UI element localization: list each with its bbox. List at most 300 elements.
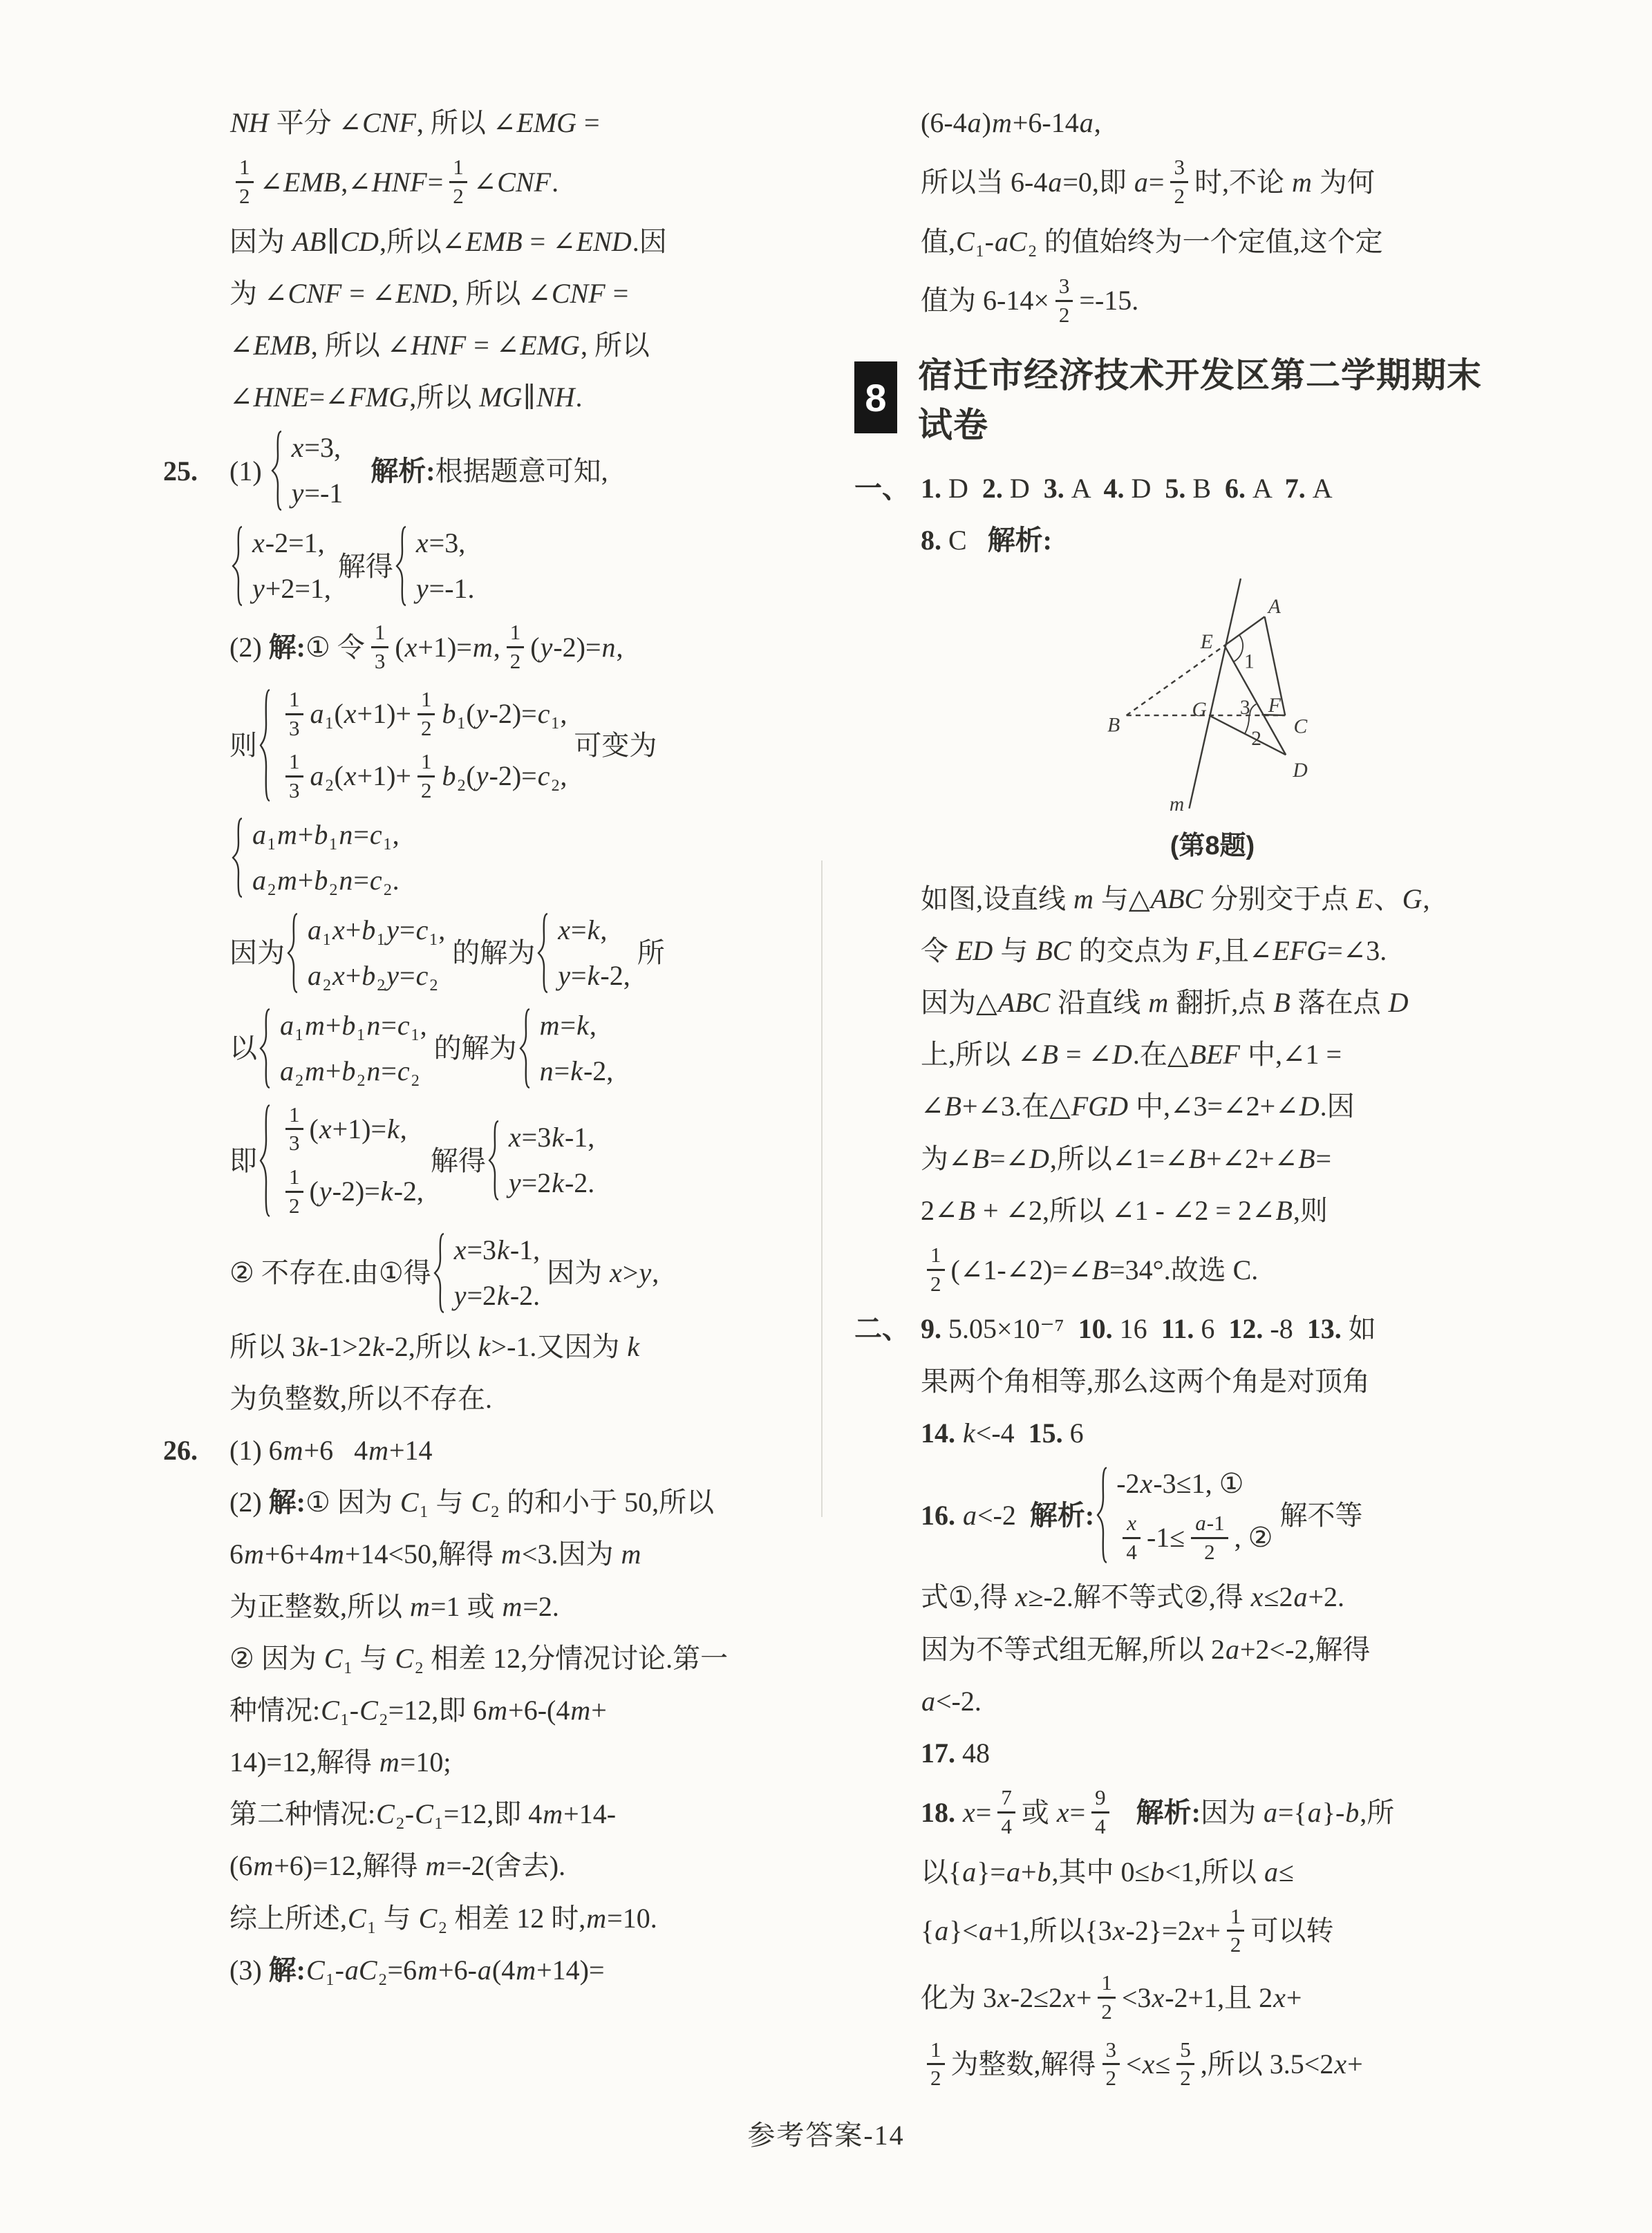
bold-text: 14. <box>921 1417 955 1449</box>
text: 为整数,解得 <box>950 2048 1096 2080</box>
text: C <box>941 525 988 556</box>
text <box>1064 1310 1078 1348</box>
math-text: C₂-C₁=12 <box>376 1798 487 1830</box>
text <box>1015 1414 1029 1452</box>
math-text: x= <box>963 1796 992 1828</box>
math-text: x=3, <box>291 432 341 464</box>
fraction: $\frac{1}{2}$ <box>927 2038 945 2091</box>
text-line <box>163 525 821 607</box>
equation-system <box>487 1120 594 1201</box>
text: 分别交于点 <box>1203 883 1356 914</box>
text: ,解得 <box>309 1746 379 1778</box>
text: 的解为 <box>433 1033 517 1064</box>
equation-system <box>259 688 567 803</box>
math-text: m=2. <box>502 1590 559 1622</box>
text: 的值始终为一个定值,这个定 <box>1037 225 1383 257</box>
text: 解得 <box>337 550 393 582</box>
text: 值, <box>921 225 955 257</box>
system-row <box>539 1008 614 1044</box>
system-row <box>1116 1511 1273 1564</box>
brace-icon <box>270 430 284 511</box>
text: , ② <box>1234 1522 1273 1554</box>
math-text: C₁-aC₂ <box>956 225 1038 257</box>
math-text: m=10. <box>586 1902 657 1934</box>
text: D <box>1124 473 1165 505</box>
math-text: C₂ <box>471 1487 500 1518</box>
text-line <box>854 1191 1512 1229</box>
text: , 所以 <box>451 277 528 309</box>
text: ,所以 <box>1200 2048 1270 2080</box>
math-text: 14)=12 <box>229 1746 310 1778</box>
text-line <box>163 1899 821 1937</box>
text-line <box>163 378 821 416</box>
brace-icon <box>286 912 300 994</box>
math-text: a₂m+b₂n=c₂ <box>280 1055 420 1086</box>
label-D: D <box>1293 759 1308 782</box>
system-row <box>279 750 567 802</box>
math-text: x=3k-1, <box>508 1122 595 1153</box>
text: , 所以 <box>310 330 387 361</box>
item-number: 25. <box>163 455 198 487</box>
label-F: F <box>1268 694 1281 717</box>
text <box>1116 1793 1136 1831</box>
text-line <box>854 1578 1512 1616</box>
text-line <box>163 1328 821 1366</box>
fraction: $\frac{7}{4}$ <box>997 1786 1015 1838</box>
text: B <box>1185 473 1226 505</box>
text: 因为 <box>229 225 292 257</box>
bold-text: 12. <box>1228 1313 1264 1345</box>
math-text: 5.05×10⁻⁷ <box>948 1313 1064 1345</box>
fraction: $\frac{1}{3}$ <box>285 1103 303 1156</box>
system-row <box>279 1053 427 1089</box>
text-line <box>163 912 821 994</box>
bold-text: 8. <box>921 525 941 556</box>
text-line <box>854 983 1512 1021</box>
equation-system <box>231 525 331 607</box>
text: .因为 <box>551 1538 621 1570</box>
text: 化为 <box>921 1981 983 2013</box>
bold-text: 1. <box>921 473 941 505</box>
bold-text: 11. <box>1161 1313 1194 1345</box>
system-row <box>252 571 331 607</box>
system-row <box>539 1053 614 1089</box>
text: ,解得 <box>355 1850 425 1882</box>
math-text: a₂x+b₂y=c₂ <box>308 959 439 991</box>
text-line <box>854 1853 1512 1891</box>
text: 、 <box>1373 883 1402 914</box>
text-line <box>854 104 1512 142</box>
text-line <box>854 2038 1512 2091</box>
bold-text: 解: <box>268 632 306 663</box>
math-text: ∠CNF = <box>527 277 629 309</box>
text: (1) <box>229 455 269 487</box>
math-text: ∠B = ∠D <box>1017 1039 1132 1071</box>
text-line <box>854 1414 1512 1452</box>
text: 时,不论 <box>1194 166 1291 198</box>
math-text: ∠3=∠2+∠D <box>1170 1091 1320 1122</box>
math-text: =-15. <box>1079 285 1139 317</box>
math-text: 3x-2≤2x+ <box>983 1981 1092 2013</box>
line-m <box>1189 578 1240 809</box>
label-angle3: 3 <box>1239 696 1250 719</box>
text: .故选 C. <box>1163 1254 1259 1285</box>
fraction: $\frac{a-1}{2}$ <box>1191 1511 1228 1564</box>
text: A <box>1305 473 1333 505</box>
text: ,其中 <box>1051 1856 1121 1887</box>
text-line <box>163 1587 821 1626</box>
fraction: $\frac{1}{2}$ <box>449 156 467 208</box>
text: 与 <box>429 1487 471 1518</box>
text-line <box>163 1008 821 1089</box>
text: 的解为 <box>452 937 536 969</box>
text-line <box>163 1795 821 1833</box>
math-text: x≤2a+2. <box>1250 1581 1345 1613</box>
text: 相差 12 时, <box>447 1902 586 1934</box>
text: 平分 <box>269 107 339 138</box>
math-text: m<3 <box>501 1538 552 1570</box>
text: , <box>341 166 348 198</box>
math-text: B <box>1273 987 1290 1018</box>
text: 沿直线 <box>1051 987 1148 1018</box>
math-text: 3k-1>2k-2 <box>292 1330 409 1362</box>
system-row <box>291 430 344 466</box>
item-number: 一、 <box>854 473 910 505</box>
math-text: a<-2. <box>921 1685 982 1717</box>
brace-icon <box>395 525 409 607</box>
text: ① 令 <box>305 632 365 663</box>
system-row <box>508 1120 594 1156</box>
label-angle2: 2 <box>1251 727 1262 750</box>
math-text: 2∠B + ∠2 <box>921 1194 1043 1226</box>
text: , <box>652 1256 659 1288</box>
text-line <box>163 1691 821 1729</box>
text: (舍去). <box>485 1850 566 1882</box>
text: 可变为 <box>574 729 657 761</box>
text <box>955 1414 962 1452</box>
text-line <box>163 1743 821 1781</box>
text: ,即 <box>431 1694 473 1726</box>
angle3-arc <box>1250 704 1256 714</box>
system-row <box>252 525 331 561</box>
text: , <box>1093 107 1101 138</box>
math-text: a₁(x+1)+ <box>310 698 411 730</box>
text: (1) <box>229 1434 269 1466</box>
text: (3) <box>229 1954 269 1986</box>
math-text: 6m+6+4m+14<50 <box>229 1538 432 1570</box>
equation-system <box>518 1008 614 1089</box>
brace-icon <box>487 1120 501 1201</box>
text: ,且 <box>1217 1981 1259 2013</box>
math-text: (∠1-∠2)=∠B=34° <box>950 1254 1164 1285</box>
text: 6 <box>1194 1313 1229 1345</box>
math-text: a₁x+b₁y=c₁, <box>308 914 446 945</box>
text: 相差 12,分情况讨论.第一 <box>424 1642 729 1674</box>
system-row <box>508 1165 594 1201</box>
text: ,所以 <box>409 381 479 413</box>
bold-text: 4. <box>1103 473 1125 505</box>
brace-icon <box>259 1008 272 1089</box>
text: , <box>616 632 623 663</box>
text-line <box>854 880 1512 918</box>
text: ② 因为 <box>229 1642 323 1674</box>
math-text: y=2k-2. <box>508 1167 595 1199</box>
text: ,即 <box>487 1798 529 1830</box>
text: D <box>1002 473 1044 505</box>
text: A <box>1246 473 1285 505</box>
math-text: x≥-2 <box>1015 1581 1067 1613</box>
text: -8 <box>1263 1313 1307 1345</box>
math-text: AB∥CD <box>292 225 379 257</box>
fraction: $\frac{3}{2}$ <box>1170 156 1188 208</box>
text-line <box>854 1786 1512 1838</box>
text-line <box>854 1630 1512 1668</box>
text-line <box>854 1140 1512 1178</box>
text: (2) <box>229 1487 269 1518</box>
math-text: -2x-3≤1, <box>1116 1467 1212 1499</box>
math-text: a≤ <box>1264 1856 1294 1887</box>
system-row <box>279 688 567 740</box>
text: ,所以 <box>1049 1142 1112 1174</box>
math-text: C₁ <box>400 1487 429 1518</box>
text: 落在点 <box>1290 987 1388 1018</box>
math-text: m <box>1148 987 1169 1018</box>
math-text: k<-4 <box>963 1417 1015 1449</box>
section-header <box>854 348 1512 447</box>
text: 48 <box>955 1737 990 1769</box>
math-text: m=k, <box>539 1009 597 1041</box>
math-text: {a}=a+b <box>948 1856 1051 1887</box>
text-line <box>854 1466 1512 1564</box>
math-text: a₂m+b₂n=c₂. <box>252 864 400 896</box>
text: 与 <box>993 934 1035 966</box>
bold-text: 2. <box>982 473 1003 505</box>
text: 中, <box>1241 1039 1282 1071</box>
text: 第二种情况: <box>229 1798 376 1830</box>
text: 与 <box>376 1902 418 1934</box>
equation-system <box>1096 1466 1273 1564</box>
page-footer: 参考答案-14 <box>747 2120 905 2151</box>
right-column <box>854 104 1512 2104</box>
text: 果两个角相等,那么这两个角是对顶角 <box>921 1365 1370 1397</box>
fraction: $\frac{1}{2}$ <box>417 750 435 802</box>
math-text: E <box>1356 883 1373 914</box>
math-text: a₂(x+1)+ <box>310 760 411 792</box>
math-text: C₁ <box>348 1902 377 1934</box>
text: ,所 <box>1360 1796 1395 1828</box>
fraction: $\frac{1}{2}$ <box>1227 1905 1245 1957</box>
text: 与 <box>353 1642 395 1674</box>
text: ,所以 <box>1042 1194 1112 1226</box>
math-text: {a}<a+1 <box>921 1915 1023 1947</box>
math-text: <3x-2+1 <box>1121 1981 1218 2013</box>
fraction: $\frac{1}{3}$ <box>285 688 303 740</box>
math-text: ∠EMB <box>229 330 310 361</box>
system-row <box>291 475 344 511</box>
text-line <box>163 274 821 312</box>
text <box>955 1793 962 1831</box>
equation-system <box>231 817 400 898</box>
math-text: C₁-aC₂=6m+6-a(4m+14)= <box>306 1954 605 1986</box>
text-line <box>854 1905 1512 1957</box>
text-line <box>163 1379 821 1417</box>
text-line <box>854 1362 1512 1400</box>
text: ,解得 <box>431 1538 501 1570</box>
math-text: (6m+6)=12 <box>229 1850 356 1882</box>
text: 以 <box>229 1033 257 1064</box>
label-A: A <box>1268 595 1281 618</box>
text: ① <box>1212 1467 1244 1499</box>
text: 上,所以 <box>921 1039 1017 1071</box>
text: 如 <box>1341 1313 1376 1345</box>
math-text: ∠HNE=∠FMG <box>229 381 409 413</box>
text: 或 <box>460 1590 502 1622</box>
text: 翻折,点 <box>1169 987 1273 1018</box>
system-row <box>415 525 475 561</box>
system-row <box>252 817 400 853</box>
label-C: C <box>1293 715 1308 738</box>
text-line <box>163 223 821 261</box>
system-row <box>279 1008 427 1044</box>
section-title: 宿迁市经济技术开发区第二学期期末试卷 <box>918 356 1482 445</box>
bold-text: 解: <box>268 1954 306 1986</box>
fraction: $\frac{9}{4}$ <box>1091 1786 1109 1838</box>
equation-system <box>433 1232 540 1314</box>
text: .因 <box>1320 1091 1355 1122</box>
text: 的交点为 <box>1071 934 1196 966</box>
text: 如图,设直线 <box>921 883 1073 914</box>
math-text: ∠1=∠B+∠2+∠B= <box>1111 1142 1332 1174</box>
math-text: a={a}-b <box>1263 1796 1360 1828</box>
bold-text: 解: <box>268 1487 306 1518</box>
brace-icon <box>259 688 272 803</box>
equation-system <box>395 525 475 607</box>
text: ,则 <box>1293 1194 1328 1226</box>
math-text: ∠HNF = ∠EMG <box>386 330 580 361</box>
math-text: x=3, <box>415 527 466 559</box>
text-line <box>854 521 1512 559</box>
text: A <box>1064 473 1104 505</box>
text: ② 不存在.由①得 <box>229 1256 431 1288</box>
brace-icon <box>231 817 245 898</box>
math-text: a<-2 <box>963 1499 1016 1531</box>
text-line <box>854 1243 1512 1296</box>
math-text: y=-1. <box>415 573 475 605</box>
math-text: m=-2 <box>425 1850 485 1882</box>
math-text: ABC <box>997 987 1051 1018</box>
math-text: -1≤ <box>1146 1522 1185 1554</box>
text-line <box>163 1483 821 1521</box>
math-text: y=2k-2. <box>453 1279 541 1311</box>
text-line <box>854 932 1512 970</box>
math-text: ∠CNF <box>338 107 416 138</box>
math-text: 4m+14- <box>528 1798 617 1830</box>
bold-text: 解析: <box>1136 1796 1201 1828</box>
math-text: m=10 <box>379 1746 444 1778</box>
math-text: (y-2)=k-2, <box>309 1176 424 1207</box>
text: ,解得 <box>1308 1633 1371 1665</box>
math-text: ∠1 = <box>1282 1039 1342 1071</box>
brace-icon <box>1096 1466 1109 1564</box>
text: 为负整数,所以不存在. <box>229 1382 492 1414</box>
text: 解不等 <box>1279 1499 1363 1531</box>
bold-text: 7. <box>1284 473 1306 505</box>
math-text: ∠HNF= <box>348 166 444 198</box>
math-text: C₂ <box>418 1902 448 1934</box>
text-line <box>854 1310 1512 1348</box>
text <box>941 1310 948 1348</box>
left-column <box>163 104 821 2003</box>
math-text: (x+1)=m <box>395 632 493 663</box>
bold-text: 解析: <box>370 455 435 487</box>
math-text: ∠B+∠3 <box>921 1091 1015 1122</box>
fraction: $\frac{1}{3}$ <box>285 750 303 802</box>
system-row <box>557 958 630 994</box>
text: 因为 <box>547 1256 610 1288</box>
math-text: x=k, <box>558 914 608 945</box>
text: (2) <box>229 632 269 663</box>
item-number: 二、 <box>854 1313 910 1345</box>
brace-icon <box>231 525 245 607</box>
section-number-badge: 8 <box>854 361 897 433</box>
text-line <box>163 1431 821 1469</box>
math-text: BEF <box>1189 1039 1240 1071</box>
math-text: b₁(y-2)=c₁, <box>442 698 567 730</box>
item-number: 26. <box>163 1434 198 1466</box>
text-line <box>163 326 821 364</box>
math-text: x= <box>1056 1796 1086 1828</box>
math-text: 2x+ <box>1259 1981 1302 2013</box>
bold-text: 解析: <box>1029 1499 1095 1531</box>
math-text: m <box>1073 883 1093 914</box>
text <box>350 452 370 490</box>
math-text: x-2=1, <box>252 527 325 559</box>
fraction: $\frac{1}{2}$ <box>507 621 525 673</box>
text-line <box>163 1535 821 1573</box>
math-text: (6-4a)m+6-14a <box>921 107 1093 138</box>
system-row <box>1116 1466 1273 1502</box>
text-line <box>163 1639 821 1677</box>
system-row <box>453 1278 540 1314</box>
fraction: $\frac{3}{2}$ <box>1055 274 1073 327</box>
math-text: 6m+6-(4m+ <box>473 1694 607 1726</box>
system-row <box>252 863 400 898</box>
text: , <box>493 632 500 663</box>
math-text: ABC <box>1150 883 1203 914</box>
text: D <box>941 473 982 505</box>
bold-text: 13. <box>1306 1313 1342 1345</box>
text: 为 <box>921 1142 948 1174</box>
text: 值为 <box>921 285 983 317</box>
text: 即 <box>229 1144 257 1176</box>
fraction: $\frac{1}{2}$ <box>417 688 435 740</box>
math-text: BC <box>1035 934 1071 966</box>
text: 16 <box>1112 1313 1161 1345</box>
math-text: ∠B=∠D <box>948 1142 1049 1174</box>
math-text: ED <box>956 934 993 966</box>
text: 令 <box>921 934 955 966</box>
text: 式①,得 <box>921 1581 1015 1613</box>
math-text: ∠EMB <box>259 166 341 198</box>
math-text: ∠EFG=∠3. <box>1248 934 1387 966</box>
text-line <box>854 156 1512 208</box>
math-text: 6-4a=0 <box>1011 166 1092 198</box>
text-line <box>163 817 821 898</box>
text-line <box>163 621 821 673</box>
equation-system <box>536 912 630 994</box>
equation-system <box>270 430 344 511</box>
bold-text: 10. <box>1078 1313 1113 1345</box>
